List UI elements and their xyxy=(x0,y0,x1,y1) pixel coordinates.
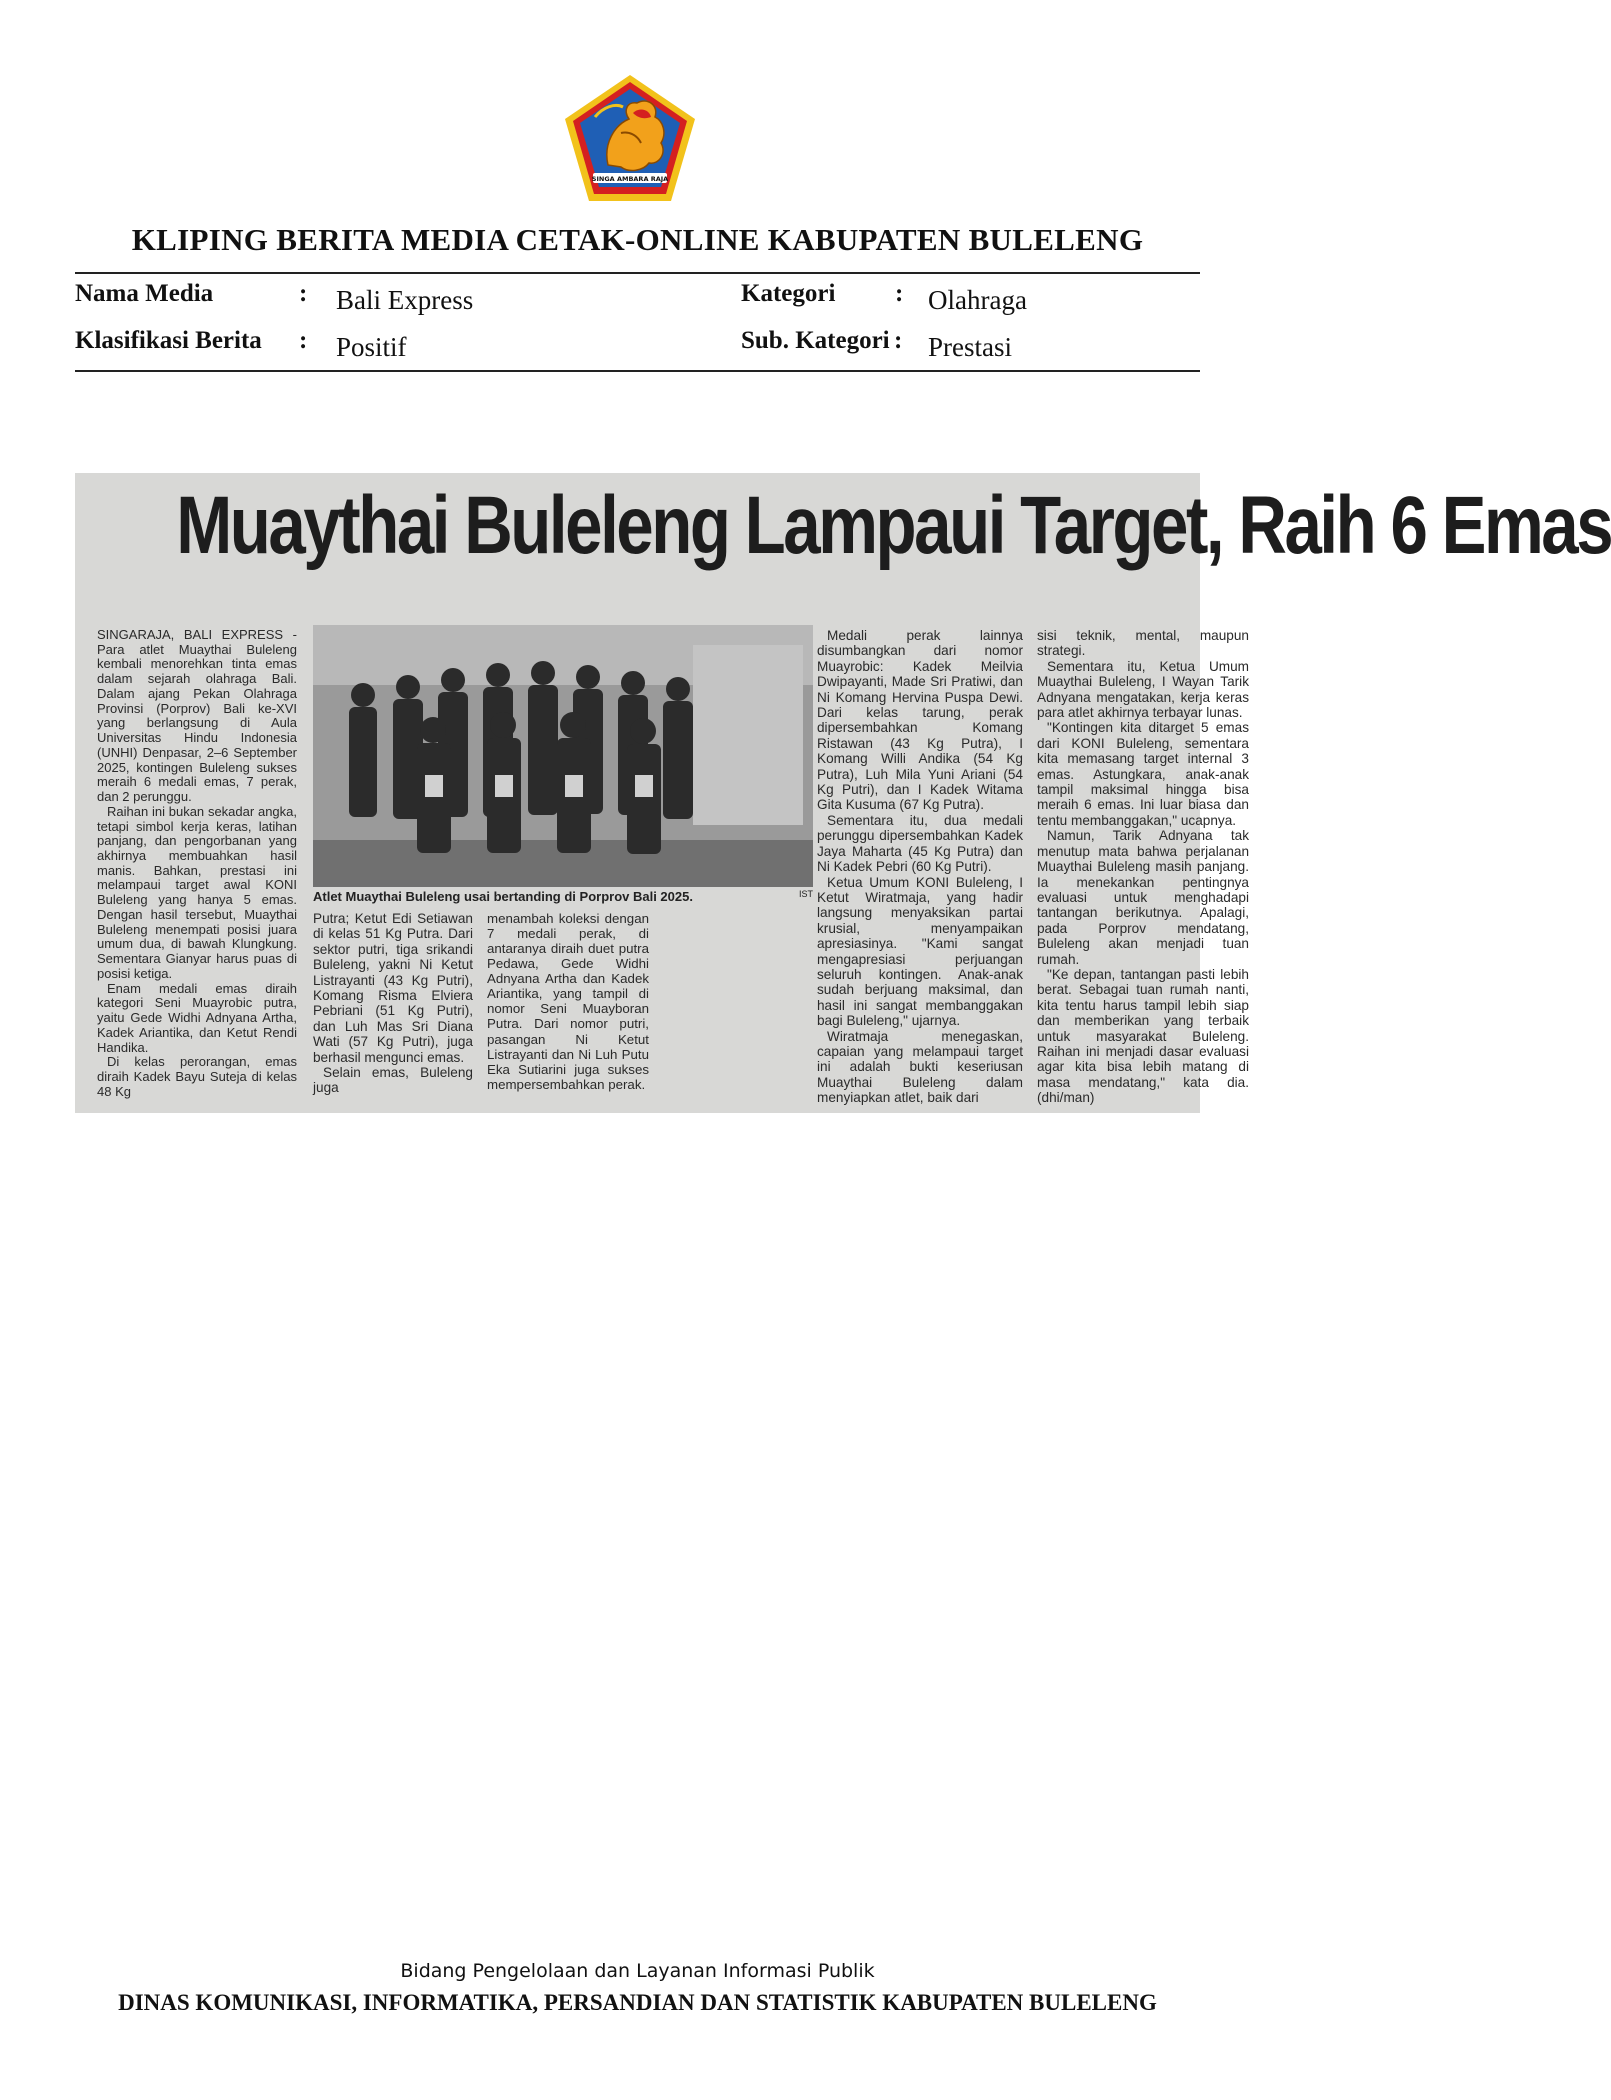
photo-caption-text: Atlet Muaythai Buleleng usai bertanding di Porprov Bali 2025. xyxy=(313,889,693,904)
article-column-4 xyxy=(817,628,1023,1106)
footer-agency: DINAS KOMUNIKASI, INFORMATIKA, PERSANDIAN DAN STATISTIK KABUPATEN BULELENG xyxy=(118,1990,1157,2015)
paragraph: "Kontingen kita ditarget 5 emas dari KONI Buleleng, sementara kita memasang target internal 3 emas. Astungkara, anak-anak tampil maksimal hingga bisa meraih 6 emas. Ini luar biasa dan tentu membanggakan," ucapnya. xyxy=(1037,720,1249,828)
klasifikasi-berita-colon: : xyxy=(299,327,308,354)
paragraph: sisi teknik, mental, maupun strategi. xyxy=(1037,628,1249,659)
header-bottom-divider xyxy=(75,370,1200,372)
article-column-3 xyxy=(487,911,649,1092)
paragraph: "Ke depan, tantangan pasti lebih berat. Sebagai tuan rumah nanti, kita tentu harus tampil lebih siap dan memberikan yang terbaik untuk masyarakat Buleleng. Raihan ini menjadi dasar evaluasi agar kita bisa lebih matang di masa mendatang," kata dia. (dhi/man) xyxy=(1037,966,1249,1106)
article-column-1 xyxy=(97,628,297,1100)
photo-credit: IST xyxy=(798,889,813,899)
buleleng-emblem-logo xyxy=(563,73,698,203)
article-column-2 xyxy=(313,911,473,1096)
kategori-label: Kategori xyxy=(741,280,836,307)
logo-motto: SINGA AMBARA RAJA xyxy=(591,175,669,183)
sub-kategori-colon: : xyxy=(894,327,903,354)
paragraph: Selain emas, Buleleng juga xyxy=(313,1065,473,1096)
kategori-colon: : xyxy=(895,280,904,307)
paragraph: Sementara itu, dua medali perunggu dipersembahkan Kadek Jaya Maharta (45 Kg Putra) dan Ni Kadek Pebri (60 Kg Putri). xyxy=(817,812,1023,875)
nama-media-colon: : xyxy=(299,280,308,307)
document-title: KLIPING BERITA MEDIA CETAK-ONLINE KABUPATEN BULELENG xyxy=(131,222,1144,257)
prestasi-value: Prestasi xyxy=(928,332,1012,362)
article-headline: Muaythai Buleleng Lampaui Target, Raih 6 Emas xyxy=(176,480,1611,571)
footer-division: Bidang Pengelolaan dan Layanan Informasi Publik xyxy=(400,1960,875,1982)
photo-caption xyxy=(313,889,813,904)
paragraph: menambah koleksi dengan 7 medali perak, di antaranya diraih duet putra Pedawa, Gede Widhi Adnyana Artha dan Kadek Ariantika, yang tampil di nomor Seni Muayboran Putra. Dari nomor putri, pasangan Ni Ketut Listrayanti dan Ni Luh Putu Eka Sutiarini juga sukses mempersembahkan perak. xyxy=(487,911,649,1092)
klasifikasi-berita-value: Positif xyxy=(336,332,407,362)
paragraph: Namun, Tarik Adnyana tak menutup mata bahwa perjalanan Muaythai Buleleng masih panjang. Ia menekankan pentingnya evaluasi untuk menghadapi tantangan berikutnya. Apalagi, pada Porprov mendatang, Buleleng akan menjadi tuan rumah. xyxy=(1037,828,1249,967)
sub-kategori-label: Sub. Kategori xyxy=(741,327,890,354)
paragraph: Raihan ini bukan sekadar angka, tetapi simbol kerja keras, latihan panjang, dan pengorbanan yang akhirnya membuahkan hasil manis. Bahkan, prestasi ini melampaui target awal KONI Buleleng yang hanya 5 emas. Dengan hasil tersebut, Muaythai Buleleng menempati posisi juara umum dua, di bawah Klungkung. Sementara Gianyar harus puas di posisi ketiga. xyxy=(97,803,297,981)
nama-media-label: Nama Media xyxy=(75,280,214,307)
paragraph: Di kelas perorangan, emas diraih Kadek Bayu Suteja di kelas 48 Kg xyxy=(97,1054,297,1099)
paragraph: Putra; Ketut Edi Setiawan di kelas 51 Kg Putra. Dari sektor putri, tiga srikandi Buleleng, yakni Ni Ketut Listrayanti (43 Kg Putri), Komang Risma Elviera Pebriani (51 Kg Putri), dan Luh Mas Sri Diana Wati (57 Kg Putri), juga berhasil mengunci emas. xyxy=(313,911,473,1065)
team-photo xyxy=(313,625,813,887)
nama-media-value: Bali Express xyxy=(336,285,474,315)
header-top-divider xyxy=(75,272,1200,274)
article-column-5 xyxy=(1037,628,1249,1106)
kategori-value: Olahraga xyxy=(928,285,1027,315)
newspaper-clipping xyxy=(75,473,1611,1113)
paragraph: Wiratmaja menegaskan, capaian yang melampaui target ini adalah bukti keseriusan Muaythai Buleleng dalam menyiapkan atlet, baik dari xyxy=(817,1028,1023,1106)
athletes-photo-icon xyxy=(313,625,813,887)
paragraph: SINGARAJA, BALI EXPRESS - Para atlet Muaythai Buleleng kembali menorehkan tinta emas dalam sejarah olahraga Bali. Dalam ajang Pekan Olahraga Provinsi (Porprov) Bali ke-XVI yang berlangsung di Aula Universitas Hindu Indonesia (UNHI) Denpasar, 2–6 September 2025, kontingen Buleleng sukses meraih 6 medali emas, 7 perak, dan 2 perunggu. xyxy=(97,627,297,805)
paragraph: Enam medali emas diraih kategori Seni Muayrobic putra, yaitu Gede Widhi Adnyana Artha, Kadek Ariantika, dan Ketut Rendi Handika. xyxy=(97,980,297,1055)
paragraph: Sementara itu, Ketua Umum Muaythai Buleleng, I Wayan Tarik Adnyana mengatakan, kerja keras para atlet akhirnya terbayar lunas. xyxy=(1037,658,1249,721)
klasifikasi-berita-label: Klasifikasi Berita xyxy=(75,327,262,354)
paragraph: Ketua Umum KONI Buleleng, I Ketut Wiratmaja, yang hadir langsung menyaksikan partai krusial, menyampaikan apresiasinya. "Kami sangat mengapresiasi perjuangan seluruh kontingen. Anak-anak sudah berjuang maksimal, dan hasil ini sangat membanggakan bagi Buleleng," ujarnya. xyxy=(817,874,1023,1029)
paragraph: Medali perak lainnya disumbangkan dari nomor Muayrobic: Kadek Meilvia Dwipayanti, Made Sri Pratiwi, dan Ni Komang Hervina Puspa Dewi. Dari kelas tarung, perak dipersembahkan Komang Ristawan (43 Kg Putra), I Komang Willi Andika (54 Kg Putra), Luh Mila Yuni Ariani (54 Kg Putri), dan I Kadek Witama Gita Kusuma (67 Kg Putra). xyxy=(817,628,1023,813)
buleleng-regency-emblem-icon xyxy=(563,73,698,203)
